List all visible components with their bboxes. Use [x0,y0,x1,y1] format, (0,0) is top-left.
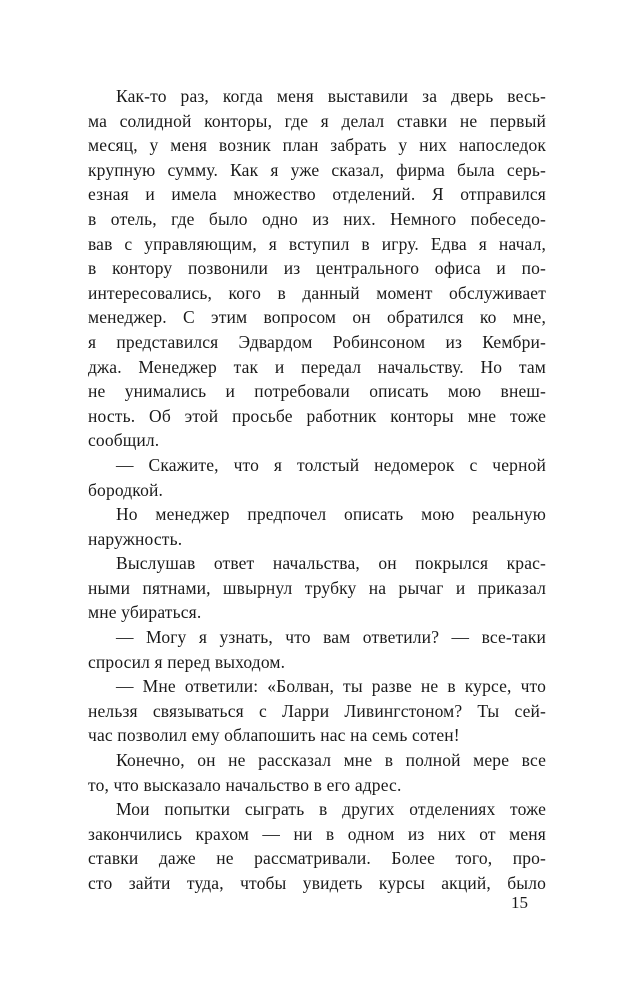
text-line: мне убираться. [88,602,202,623]
text-line: Как-то раз, когда меня выставили за дверь весь- [116,86,546,106]
text-line: джа. Менеджер так и передал начальству. Но там [88,356,546,377]
text-line: то, что высказало начальство в его адрес. [88,774,402,795]
text-line: не унимались и потребовали описать мою внеш- [88,381,546,402]
text-line: закончились крахом — ни в одном из них от меня [88,823,546,844]
text-line: менеджер. С этим вопросом он обратился ко мне, [88,307,546,328]
page-number: 15 [511,893,528,912]
text-line: бородкой. [88,479,164,500]
text-line: сообщил. [88,430,160,451]
text-line: Но менеджер предпочел описать мою реальную [116,504,546,525]
text-line: вав с управляющим, я вступил в игру. Едва я начал, [88,233,546,254]
text-line: час позволил ему облапошить нас на семь сотен! [88,725,460,746]
text-block [88,84,546,896]
text-line: в контору позвонили из центрального офиса и по- [88,258,546,279]
text-line: Выслушав ответ начальства, он покрылся крас- [116,553,546,574]
text-line: ма солидной конторы, где я делал ставки не первый [88,110,546,131]
text-line: месяц, у меня возник план забрать у них напоследок [88,135,546,156]
text-line: крупную сумму. Как я уже сказал, фирма была серь- [88,159,546,180]
text-line: — Мне ответили: «Болван, ты разве не в курсе, что [116,676,546,697]
text-line: я представился Эдвардом Робинсоном из Кембри- [88,331,546,352]
text-line: Конечно, он не рассказал мне в полной мере все [116,750,546,771]
text-line: в отель, где было одно из них. Немного побеседо- [88,208,546,229]
text-line: — Скажите, что я толстый недомерок с черной [116,454,546,475]
text-line: ставки даже не рассматривали. Более того, про- [88,848,546,869]
text-line: сто зайти туда, чтобы увидеть курсы акций, было [88,873,546,893]
text-line: — Могу я узнать, что вам ответили? — все-таки [116,627,546,648]
text-line: интересовались, кого в данный момент обслуживает [88,282,546,303]
text-line: нельзя связываться с Ларри Ливингстоном? Ты сей- [88,700,546,721]
text-line: езная и имела множество отделений. Я отправился [88,184,546,205]
text-line: спросил я перед выходом. [88,651,286,672]
text-line: ность. Об этой просьбе работник конторы мне тоже [88,405,546,426]
text-line: наружность. [88,528,183,549]
text-line: ными пятнами, швырнул трубку на рычаг и приказал [88,577,546,598]
text-line: Мои попытки сыграть в других отделениях тоже [116,799,546,820]
